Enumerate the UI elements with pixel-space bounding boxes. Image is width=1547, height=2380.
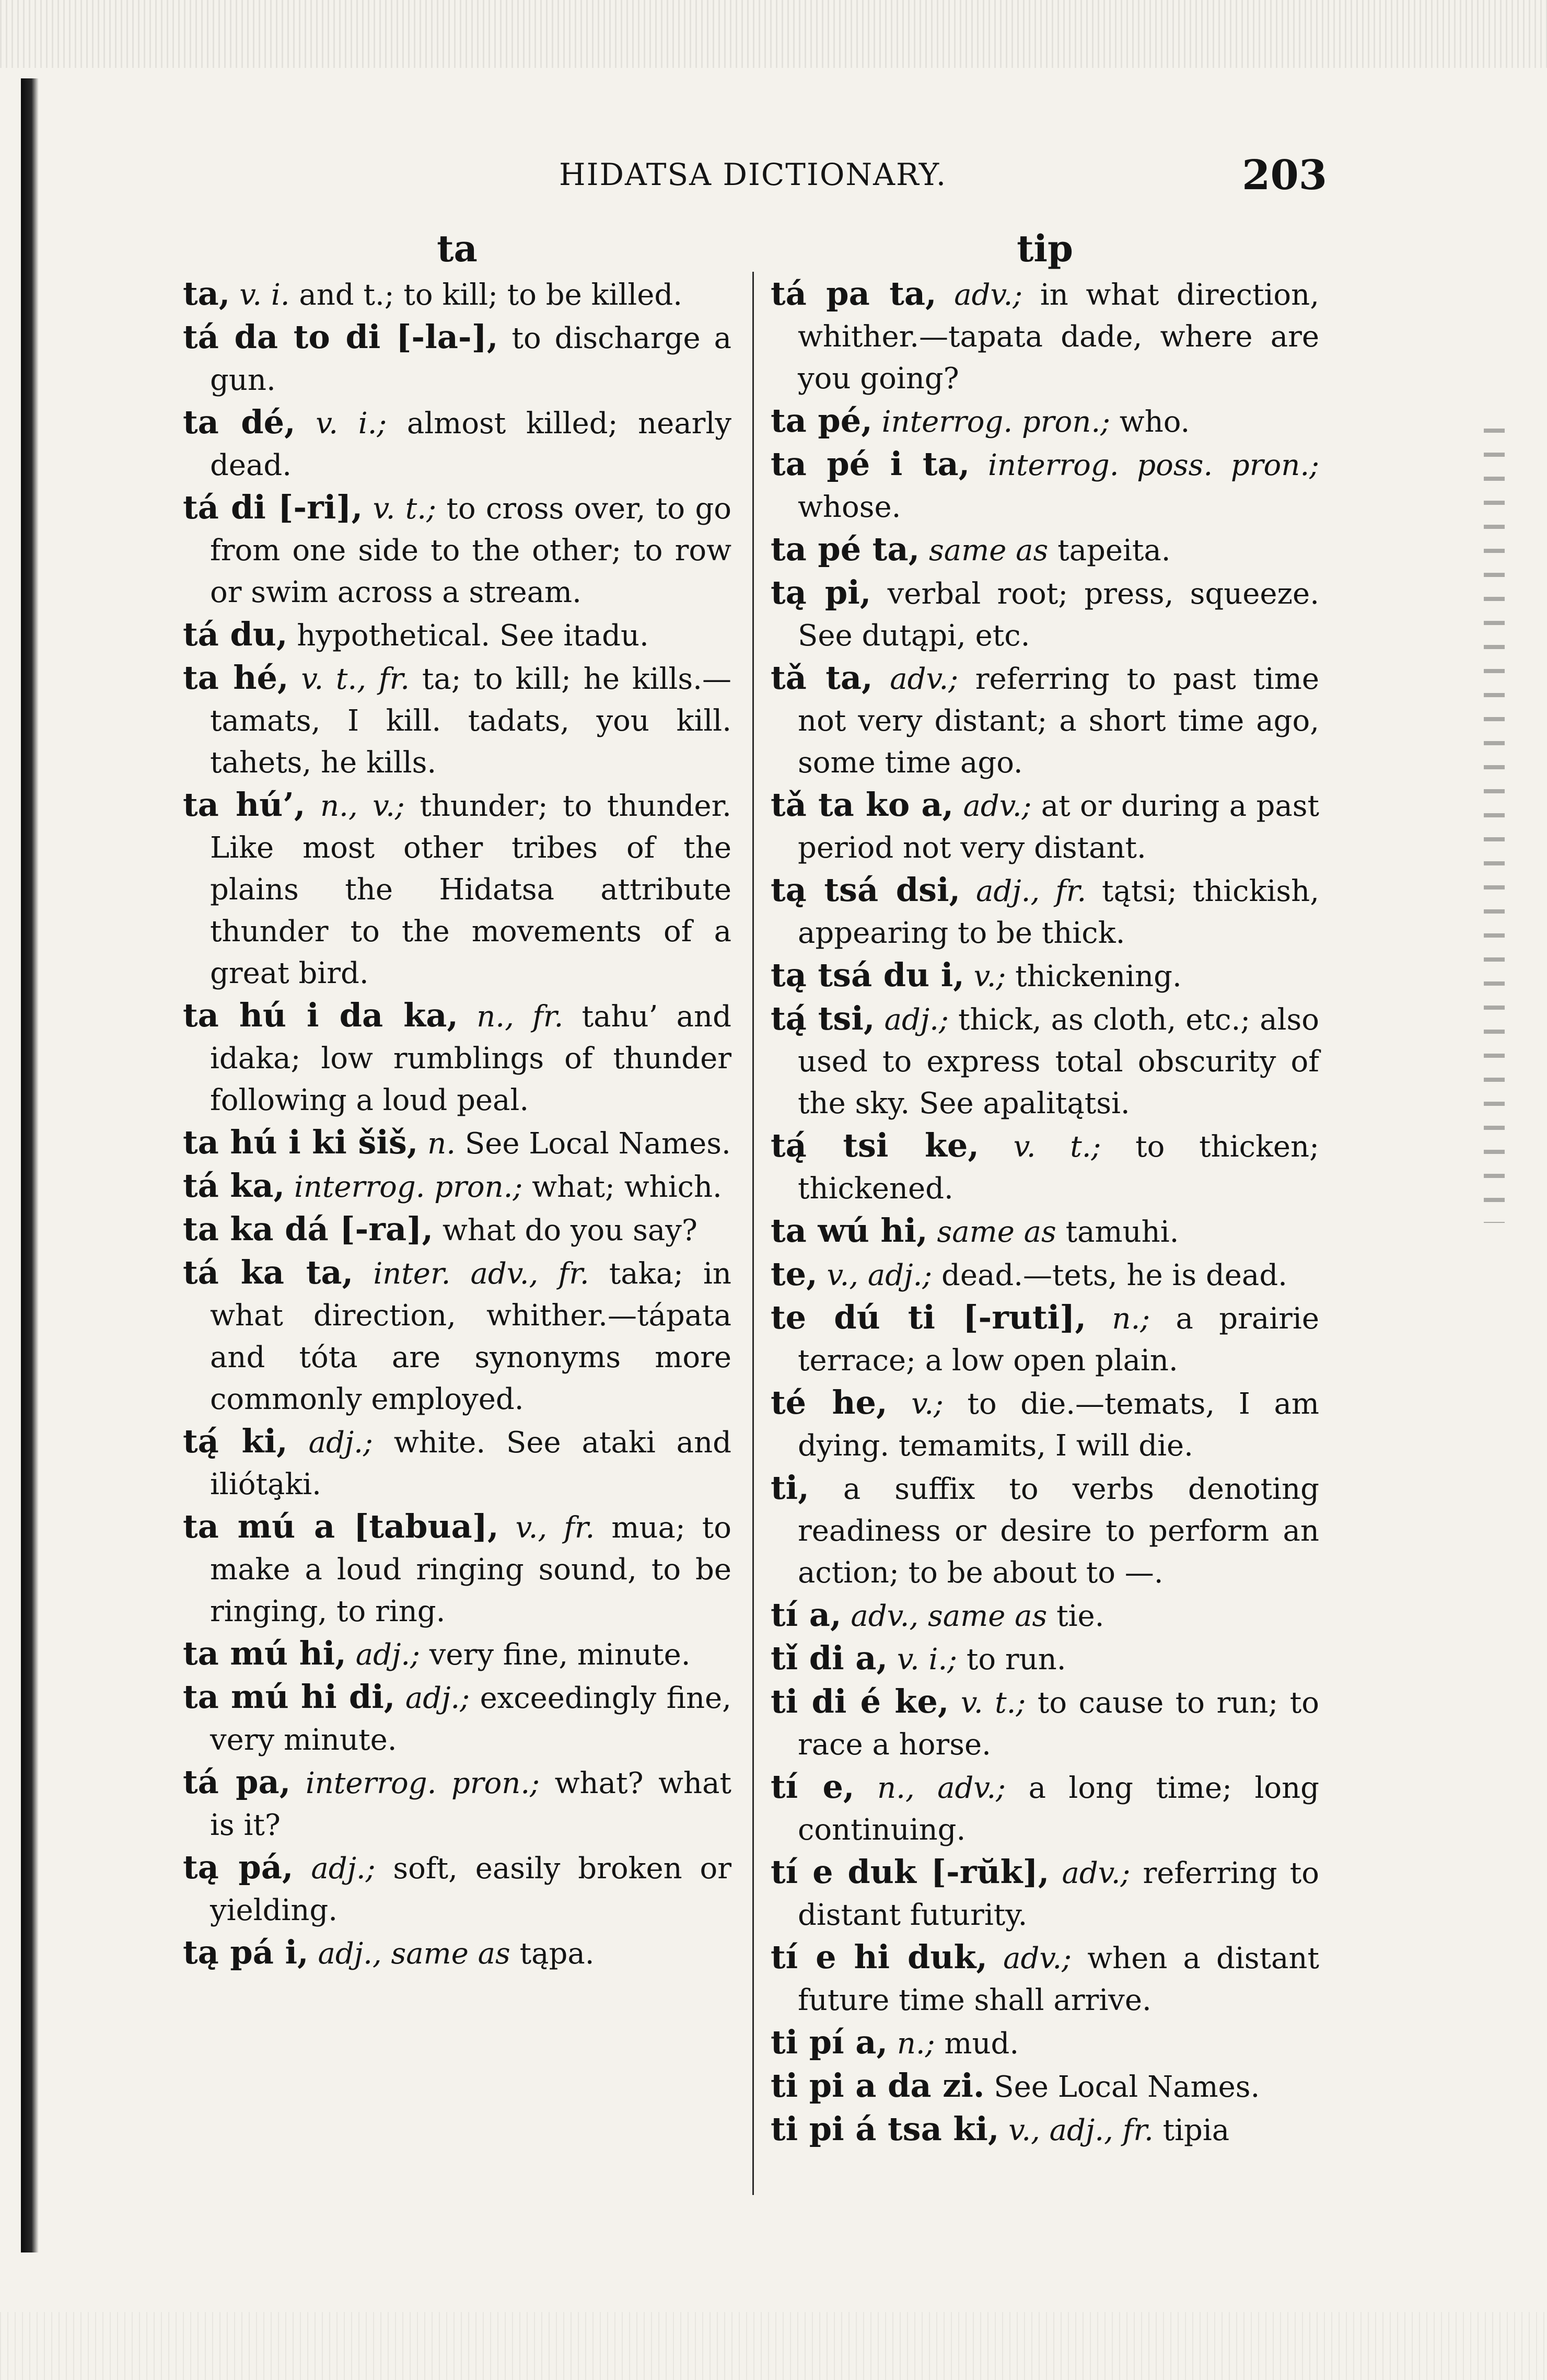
definition: to discharge a gun.: [210, 321, 731, 397]
right-column: [771, 225, 1319, 2152]
definition: when a distant future time shall arrive.: [798, 1942, 1320, 2017]
headword: tǎ ta,: [771, 658, 873, 697]
headword: ta mú hi di,: [183, 1678, 396, 1716]
grammar-label: interrog. pron.;: [294, 1170, 523, 1204]
dictionary-entry: [771, 1851, 1319, 1936]
headword: tí e duk [-rŭk],: [771, 1853, 1050, 1891]
grammar-label: n.;: [897, 2027, 935, 2061]
headword: tą tsá dsi,: [771, 871, 961, 909]
headword: tá ka,: [183, 1166, 285, 1205]
dictionary-entry: [771, 1936, 1319, 2021]
dictionary-entry: [771, 1382, 1319, 1467]
definition: what; which.: [532, 1170, 722, 1204]
headword: ta pé ta,: [771, 530, 920, 568]
headword: ta mú a [tabua],: [183, 1507, 499, 1545]
grammar-label: v. i.;: [316, 407, 387, 441]
headword: té he,: [771, 1383, 888, 1422]
dictionary-entry: [183, 1506, 731, 1633]
headword: ti di é ke,: [771, 1682, 949, 1720]
grammar-label: same as: [929, 534, 1049, 568]
headword: te dú ti [-ruti],: [771, 1298, 1087, 1336]
dictionary-entry: [771, 2021, 1319, 2065]
headword: ti pí a,: [771, 2023, 888, 2061]
dictionary-entry: [183, 487, 731, 614]
dictionary-entry: [183, 273, 731, 316]
definition: what do you say?: [442, 1214, 697, 1247]
definition: See Local Names.: [464, 1127, 731, 1161]
dictionary-entry: [183, 316, 731, 401]
grammar-label: adv.;: [954, 278, 1023, 312]
headword: tą pá,: [183, 1848, 294, 1886]
headword: te,: [771, 1255, 818, 1293]
definition: soft, easily broken or yielding.: [210, 1852, 731, 1927]
grammar-label: adj.;: [355, 1638, 420, 1672]
dictionary-entry: [183, 995, 731, 1122]
headword: ta hú i da ka,: [183, 996, 458, 1034]
headword: tą́ tsi,: [771, 999, 875, 1037]
definition: verbal root; press, squeeze. See dutąpi, etc.: [798, 577, 1320, 653]
grammar-label: n., fr.: [476, 1000, 564, 1034]
grammar-label: v.;: [973, 960, 1006, 993]
grammar-label: adv.;: [1003, 1942, 1072, 1975]
dictionary-entry: [771, 657, 1319, 784]
dictionary-entry: [771, 1766, 1319, 1851]
definition: to thicken; thickened.: [798, 1130, 1319, 1206]
dictionary-entry: [771, 1210, 1319, 1253]
definition: taka; in what direction, whither.—tápata and tóta are synonyms more commonly employed.: [210, 1257, 731, 1416]
entry-list-right: [771, 273, 1319, 2152]
definition: referring to distant futurity.: [798, 1856, 1319, 1932]
dictionary-entry: [183, 1252, 731, 1420]
grammar-label: adj.;: [884, 1003, 949, 1037]
scan-page-edge: [21, 78, 39, 2252]
dictionary-entry: [771, 2065, 1319, 2108]
grammar-label: v., adj., fr.: [1008, 2113, 1154, 2147]
grammar-label: adv., same as: [851, 1599, 1048, 1633]
definition: and t.; to kill; to be killed.: [299, 278, 683, 312]
grammar-label: n.;: [1112, 1302, 1150, 1336]
dictionary-entry: [183, 401, 731, 487]
headword: tá pa,: [183, 1763, 291, 1801]
dictionary-entry: [771, 1125, 1319, 1210]
grammar-label: n., v.;: [320, 789, 405, 823]
dictionary-entry: [771, 1594, 1319, 1637]
page-number: 203: [1242, 152, 1327, 199]
dictionary-entry: [771, 1467, 1319, 1594]
grammar-label: inter. adv., fr.: [373, 1257, 589, 1291]
dictionary-entry: [183, 657, 731, 784]
definition: tątsi; thickish, appearing to be thick.: [798, 874, 1319, 950]
headword: ta ka dá [-ra],: [183, 1210, 434, 1248]
definition: a long time; long continuing.: [798, 1771, 1320, 1847]
headword: ta pé i ta,: [771, 445, 970, 483]
dictionary-entry: [771, 443, 1319, 528]
definition: to cross over, to go from one side to the other; to row or swim across a stream.: [210, 492, 732, 609]
grammar-label: adj., fr.: [975, 874, 1087, 908]
headword: ta hú’,: [183, 785, 306, 824]
dictionary-entry: [183, 1633, 731, 1676]
definition: who.: [1119, 405, 1190, 439]
headword: ta mú hi,: [183, 1634, 346, 1672]
definition: in what direction, whither.—tapata dade, where are you going?: [798, 278, 1319, 396]
grammar-label: adv.;: [963, 789, 1032, 823]
dictionary-entry: [183, 1932, 731, 1975]
headword: tą pá i,: [183, 1933, 309, 1971]
grammar-label: v., adj.;: [827, 1258, 933, 1292]
dictionary-entry: [183, 1761, 731, 1846]
headword: ti pi á tsa ki,: [771, 2110, 999, 2148]
grammar-label: n., adv.;: [877, 1771, 1006, 1805]
dictionary-entry: [771, 869, 1319, 954]
definition: exceedingly fine, very minute.: [210, 1681, 731, 1757]
grammar-label: interrog. pron.;: [881, 405, 1110, 439]
headword: ta,: [183, 274, 230, 313]
headword: tǐ di a,: [771, 1639, 888, 1677]
grammar-label: same as: [937, 1215, 1056, 1249]
definition: tąpa.: [519, 1937, 595, 1971]
grammar-label: adj.;: [308, 1426, 373, 1460]
dictionary-entry: [183, 1846, 731, 1932]
grammar-label: v. t.;: [373, 492, 436, 526]
grammar-label: v.;: [911, 1387, 944, 1421]
headword: tá da to di [-la-],: [183, 318, 498, 356]
dictionary-entry: [771, 1681, 1319, 1766]
dictionary-entry: [771, 400, 1319, 443]
left-column: [183, 225, 731, 1975]
grammar-label: n.: [427, 1127, 456, 1161]
grammar-label: adj.;: [311, 1852, 376, 1886]
grammar-label: v. i.;: [897, 1643, 958, 1677]
definition: referring to past time not very distant; a short time ago, some time ago.: [798, 662, 1319, 780]
dictionary-entry: [771, 954, 1319, 998]
scan-top-noise: [0, 0, 1547, 68]
grammar-label: v. t.;: [960, 1686, 1026, 1720]
headword: ta dé,: [183, 403, 296, 441]
definition: to cause to run; to race a horse.: [798, 1686, 1319, 1762]
definition: tipia: [1162, 2113, 1230, 2147]
headword: ta hé,: [183, 658, 289, 697]
guide-word-left: ta: [437, 227, 478, 270]
definition: See Local Names.: [994, 2070, 1260, 2104]
definition: thunder; to thunder. Like most other tribes of the plains the Hidatsa attribute thunder to the movements of a great bird.: [210, 789, 731, 990]
headword: tá ka ta,: [183, 1253, 354, 1291]
grammar-label: adv.;: [890, 662, 959, 696]
headword: tą pi,: [771, 573, 871, 611]
column-divider: [752, 272, 754, 2195]
headword: tí a,: [771, 1596, 842, 1634]
definition: tapeita.: [1057, 534, 1171, 568]
definition: hypothetical. See itadu.: [297, 619, 649, 653]
dictionary-entry: [183, 1676, 731, 1761]
definition: almost killed; nearly dead.: [210, 407, 731, 482]
definition: very fine, minute.: [429, 1638, 691, 1672]
definition: mua; to make a loud ringing sound, to be ringing, to ring.: [210, 1511, 731, 1628]
dictionary-entry: [771, 1297, 1319, 1382]
definition: to die.—temats, I am dying. temamits, I will die.: [798, 1387, 1319, 1463]
definition: tahu’ and idaka; low rumblings of thunder following a loud peal.: [210, 1000, 731, 1117]
scan-margin-marks: [1484, 429, 1505, 1223]
headword: tą́ ki,: [183, 1422, 288, 1460]
page-header: [178, 152, 1327, 199]
headword: ta hú i ki šiš,: [183, 1123, 418, 1161]
definition: thick, as cloth, etc.; also used to express total obscurity of the sky. See apalitątsi.: [798, 1003, 1319, 1120]
definition: tamuhi.: [1065, 1215, 1179, 1249]
dictionary-entry: [771, 528, 1319, 572]
entry-list-left: [183, 273, 731, 1975]
dictionary-entry: [183, 614, 731, 657]
grammar-label: v. t., fr.: [301, 662, 410, 696]
headword: tí e hi duk,: [771, 1938, 987, 1976]
definition: a suffix to verbs denoting readiness or desire to perform an action; to be about to —.: [798, 1472, 1319, 1590]
running-title: HIDATSA DICTIONARY.: [559, 157, 947, 192]
definition: to run.: [966, 1643, 1066, 1677]
headword: tá di [-ri],: [183, 488, 363, 526]
definition: mud.: [944, 2027, 1019, 2061]
dictionary-entry: [771, 784, 1319, 869]
definition: white. See ataki and ilióta̧ki.: [210, 1426, 731, 1501]
headword: ta pé,: [771, 401, 873, 440]
headword: tą́ tsi ke,: [771, 1126, 979, 1164]
grammar-label: v., fr.: [515, 1511, 595, 1545]
headword: tá pa ta,: [771, 274, 937, 313]
headword: tą tsá du i,: [771, 956, 964, 994]
grammar-label: adv.;: [1062, 1856, 1131, 1890]
definition: dead.—tets, he is dead.: [941, 1258, 1287, 1292]
dictionary-entry: [771, 273, 1319, 400]
definition: a prairie terrace; a low open plain.: [798, 1302, 1319, 1378]
grammar-label: v. t.;: [1013, 1130, 1101, 1164]
dictionary-entry: [183, 1165, 731, 1208]
headword: tǎ ta ko a,: [771, 785, 954, 824]
scan-bottom-noise: [0, 2312, 1547, 2380]
grammar-label: adj., same as: [318, 1937, 510, 1971]
headword: ti,: [771, 1469, 809, 1507]
definition: whose.: [798, 490, 901, 524]
grammar-label: adj.;: [405, 1681, 470, 1715]
definition: thickening.: [1015, 960, 1182, 993]
headword: tá du,: [183, 615, 288, 653]
guide-word-right: tip: [1017, 227, 1073, 270]
headword: ta wú hi,: [771, 1211, 928, 1250]
dictionary-entry: [183, 784, 731, 995]
dictionary-entry: [771, 998, 1319, 1125]
dictionary-entry: [771, 1637, 1319, 1681]
definition: at or during a past period not very distant.: [798, 789, 1319, 865]
definition: tie.: [1056, 1599, 1104, 1633]
dictionary-entry: [771, 2108, 1319, 2152]
headword: tí e,: [771, 1767, 855, 1806]
headword: ti pi a da zi.: [771, 2066, 985, 2105]
grammar-label: v. i.: [239, 278, 290, 312]
dictionary-entry: [183, 1208, 731, 1252]
grammar-label: interrog. pron.;: [305, 1766, 540, 1800]
definition: ta; to kill; he kills.—tamats, I kill. tadats, you kill. tahets, he kills.: [210, 662, 731, 780]
dictionary-entry: [771, 1253, 1319, 1297]
dictionary-entry: [183, 1122, 731, 1165]
definition: what? what is it?: [210, 1766, 731, 1842]
dictionary-entry: [183, 1420, 731, 1506]
dictionary-entry: [771, 572, 1319, 657]
grammar-label: interrog. poss. pron.;: [988, 448, 1319, 482]
